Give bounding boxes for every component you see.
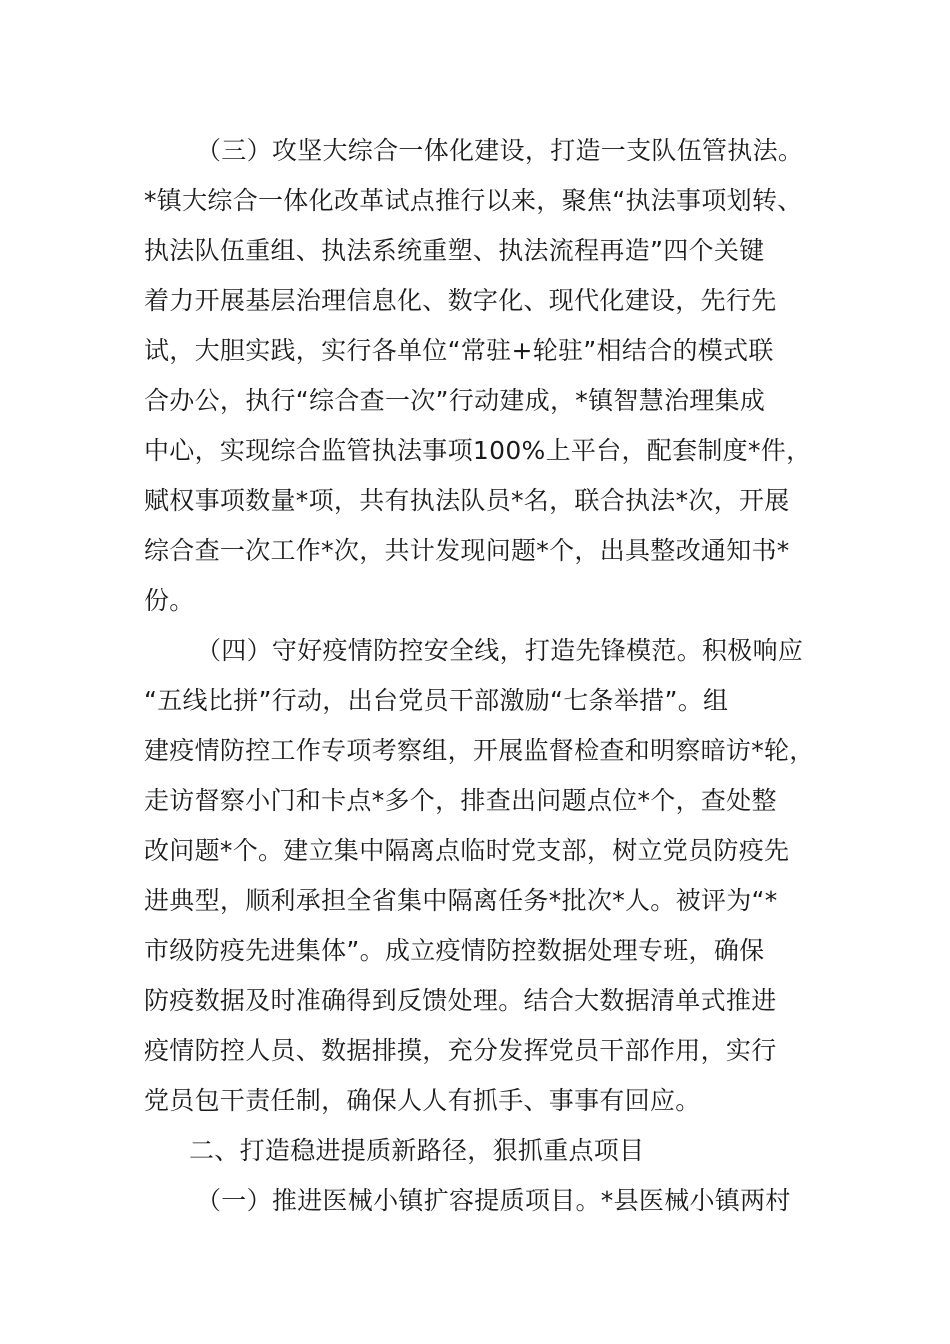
paragraph-3-line: 中心，实现综合监管执法事项100%上平台，配套制度*件， xyxy=(144,436,812,465)
paragraph-3-heading-line: （三）攻坚大综合一体化建设，打造一支队伍管执法。 xyxy=(196,136,804,165)
paragraph-4-line: 进典型，顺利承担全省集中隔离任务*批次*人。被评为“* xyxy=(144,886,778,915)
subsection-1-heading-line: （一）推进医械小镇扩容提质项目。*县医械小镇两村 xyxy=(196,1186,791,1215)
paragraph-3-line: 执法队伍重组、执法系统重塑、执法流程再造”四个关键 xyxy=(144,236,765,265)
section-2-heading: 二、打造稳进提质新路径，狠抓重点项目 xyxy=(189,1136,645,1165)
paragraph-4-line: 党员包干责任制，确保人人有抓手、事事有回应。 xyxy=(144,1086,701,1115)
paragraph-4-line: 改问题*个。建立集中隔离点临时党支部，树立党员防疫先 xyxy=(144,836,790,865)
paragraph-4-line: 防疫数据及时准确得到反馈处理。结合大数据清单式推进 xyxy=(144,986,777,1015)
paragraph-3-line: *镇大综合一体化改革试点推行以来，聚焦“执法事项划转、 xyxy=(144,186,803,215)
paragraph-4-line: 疫情防控人员、数据排摸，充分发挥党员干部作用，实行 xyxy=(144,1036,777,1065)
paragraph-3-line: 份。 xyxy=(144,586,195,615)
paragraph-3-line: 着力开展基层治理信息化、数字化、现代化建设，先行先 xyxy=(144,286,777,315)
paragraph-3-line: 赋权事项数量*项，共有执法队员*名，联合执法*次，开展 xyxy=(144,486,790,515)
paragraph-4-line: 市级防疫先进集体”。成立疫情防控数据处理专班，确保 xyxy=(144,936,765,965)
paragraph-3-line: 合办公，执行“综合查一次”行动建成，*镇智慧治理集成 xyxy=(144,386,766,415)
paragraph-4-line: 走访督察小门和卡点*多个，排查出问题点位*个，查处整 xyxy=(144,786,777,815)
paragraph-4-line: “五线比拼”行动，出台党员干部激励“七条举措”。组 xyxy=(144,686,729,715)
paragraph-4-line: 建疫情防控工作专项考察组，开展监督检查和明察暗访*轮， xyxy=(144,736,815,765)
paragraph-4-heading-line: （四）守好疫情防控安全线，打造先锋模范。积极响应 xyxy=(196,636,804,665)
paragraph-3-line: 综合查一次工作*次，共计发现问题*个，出具整改通知书* xyxy=(144,536,790,565)
paragraph-3-line: 试，大胆实践，实行各单位“常驻+轮驻”相结合的模式联 xyxy=(144,336,774,365)
